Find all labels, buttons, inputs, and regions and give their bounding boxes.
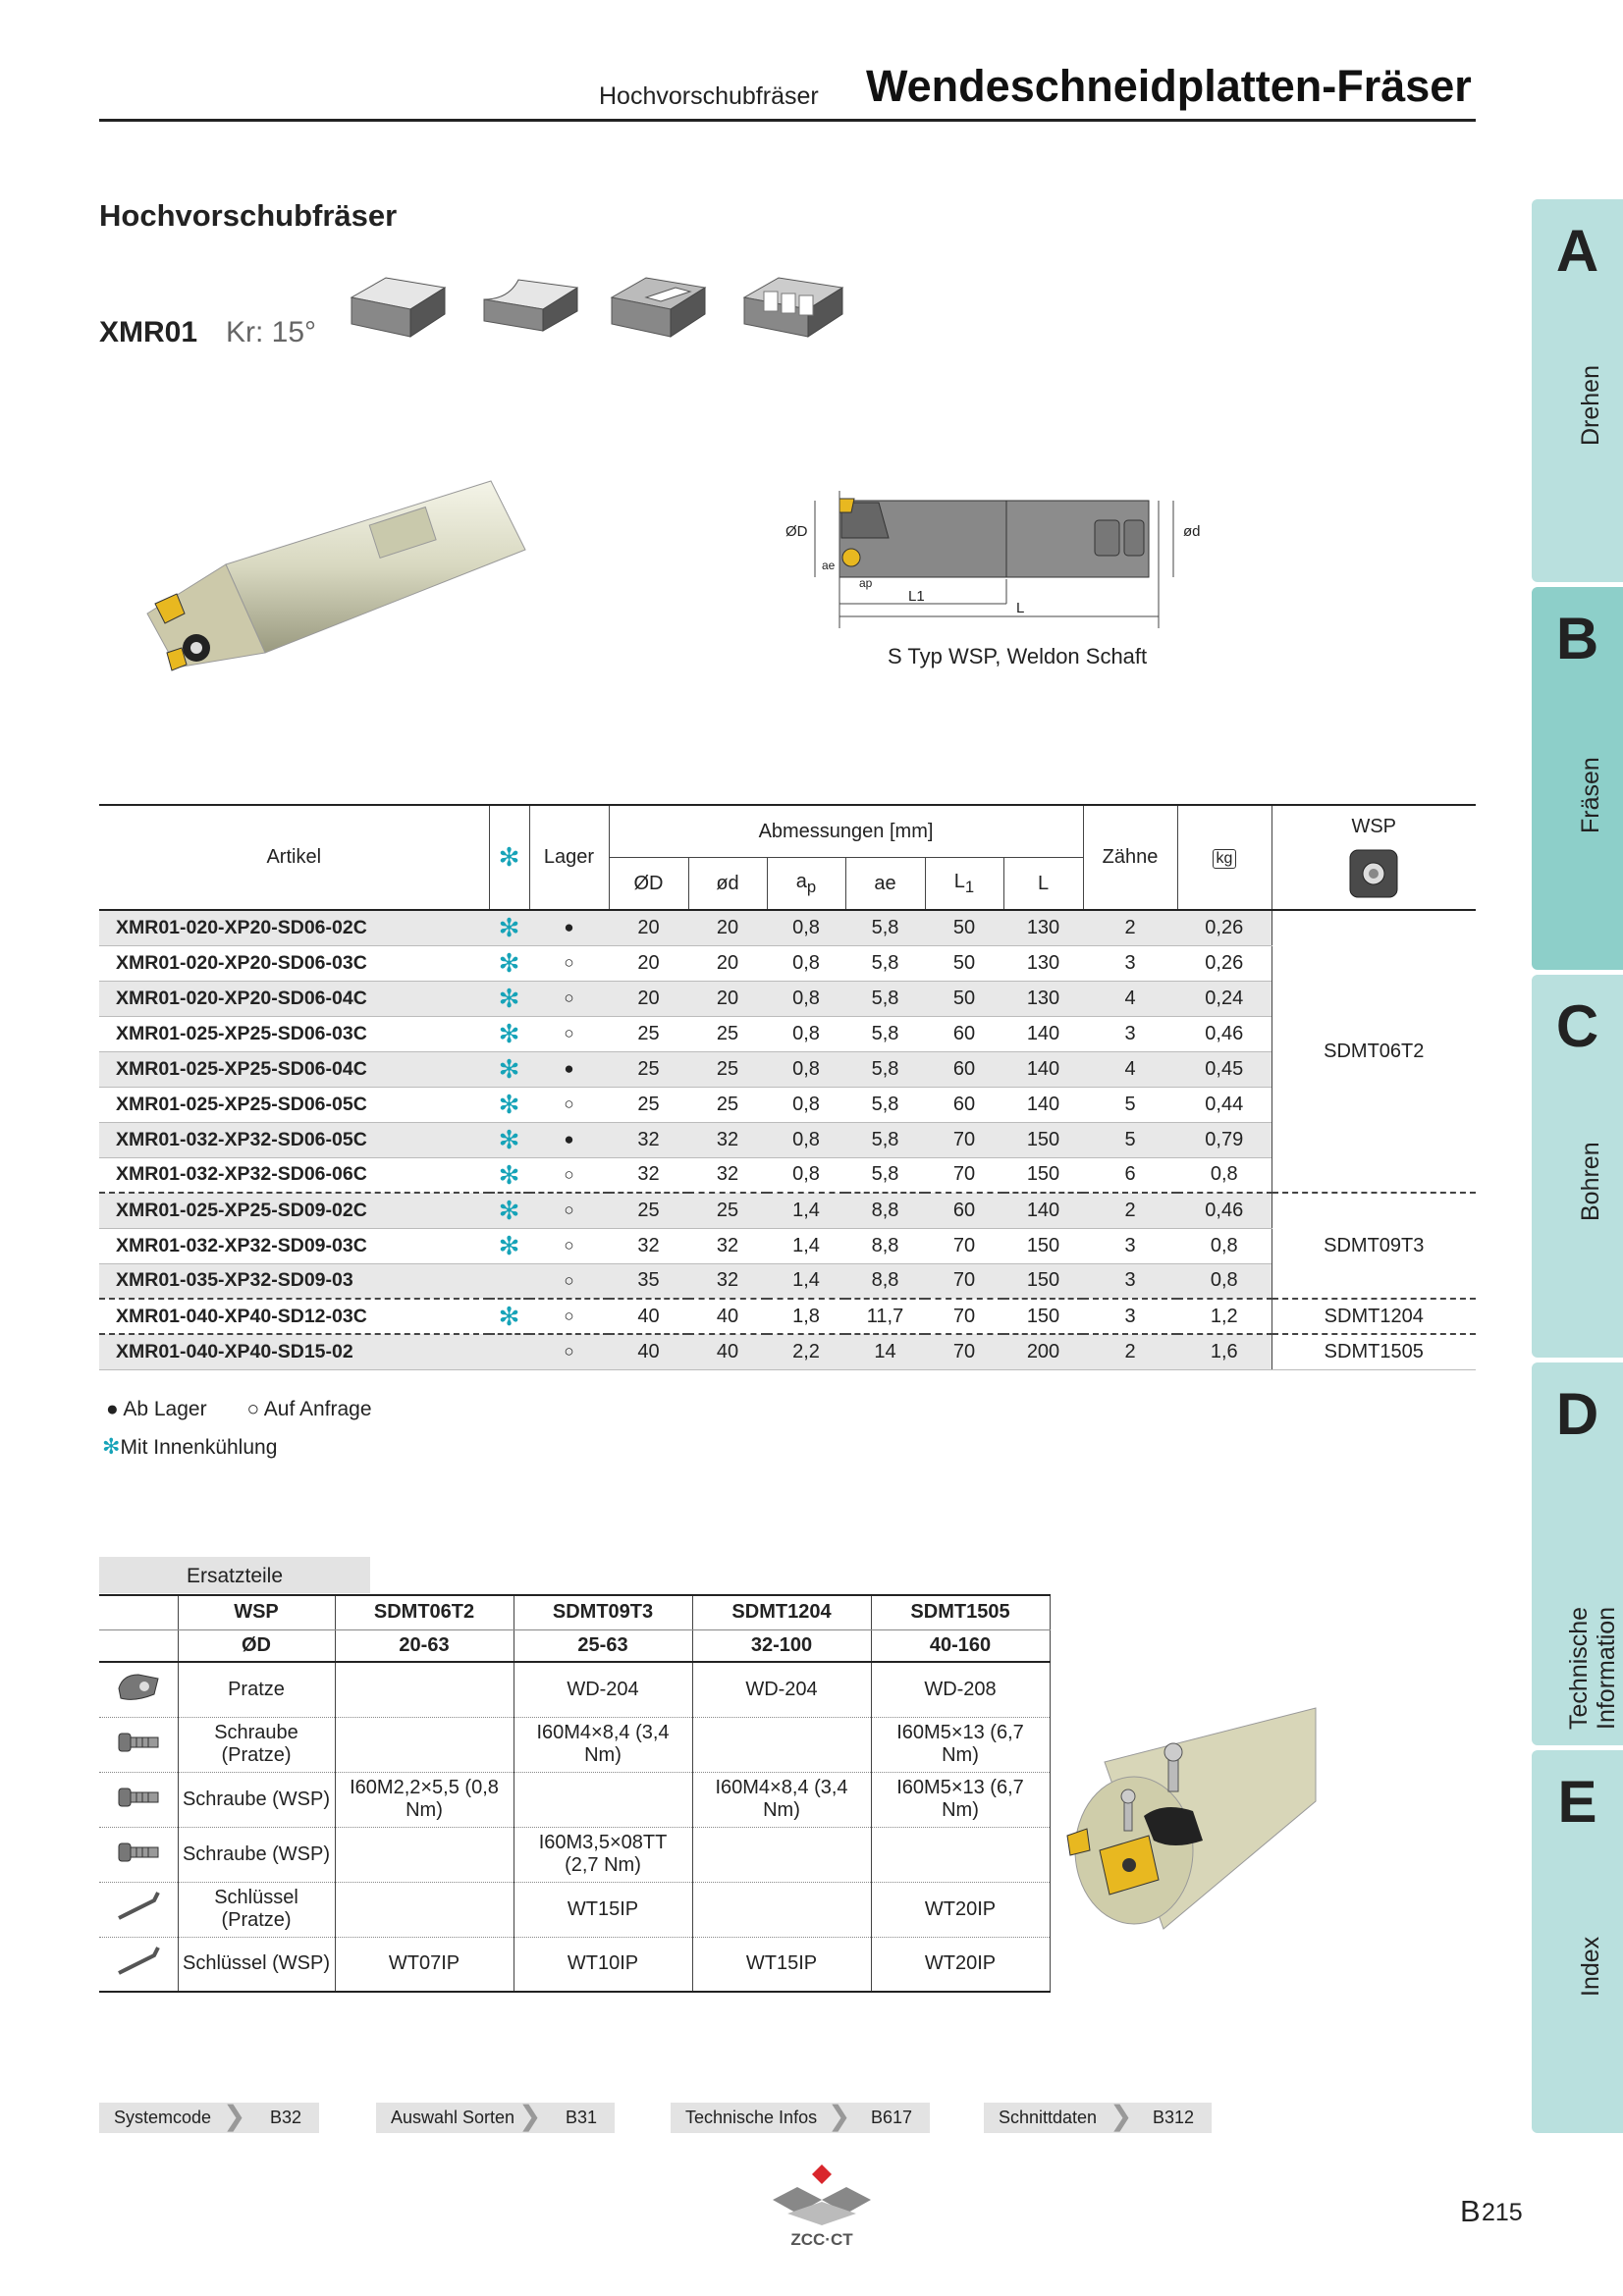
table-row (99, 981, 1476, 1016)
ae-cell: 5,8 (845, 945, 925, 981)
page-title: Wendeschneidplatten-Fräser (866, 61, 1472, 111)
spare-row (99, 1662, 1051, 1717)
spare-value (871, 1827, 1050, 1882)
L-cell: 140 (1003, 1193, 1083, 1228)
cooling-cell: ✻ (489, 1122, 529, 1157)
D-cell: 32 (609, 1122, 688, 1157)
cooling-cell: ✻ (489, 981, 529, 1016)
tab-letter: A (1555, 218, 1599, 284)
label-L: L (1016, 600, 1025, 616)
ae-cell: 5,8 (845, 1157, 925, 1193)
L-cell: 150 (1003, 1122, 1083, 1157)
legend-stock (106, 1398, 372, 1421)
d-cell: 25 (688, 1051, 767, 1087)
tab-letter: E (1557, 1769, 1597, 1835)
teeth-cell: 3 (1083, 1228, 1177, 1263)
nav-auswahl-sorten[interactable] (376, 2103, 615, 2133)
spare-header-blank (99, 1595, 178, 1629)
article-cell: XMR01-032-XP32-SD09-03C (99, 1228, 489, 1263)
spare-d-col: 40-160 (871, 1629, 1050, 1662)
L-cell: 150 (1003, 1299, 1083, 1334)
D-cell: 25 (609, 1051, 688, 1087)
spare-value: I60M4×8,4 (3,4 Nm) (514, 1717, 692, 1772)
wsp-cell: SDMT09T3 (1271, 1193, 1476, 1299)
article-cell: XMR01-020-XP20-SD06-04C (99, 981, 489, 1016)
stock-cell: ○ (529, 1016, 609, 1051)
spare-row (99, 1882, 1051, 1937)
spare-wsp-col: SDMT1505 (871, 1595, 1050, 1629)
spare-value: I60M5×13 (6,7 Nm) (871, 1717, 1050, 1772)
table-row (99, 1193, 1476, 1228)
model-name: XMR01 (99, 316, 198, 348)
table-row (99, 1263, 1476, 1299)
ae-cell: 11,7 (845, 1299, 925, 1334)
teeth-cell: 2 (1083, 910, 1177, 945)
zccct-logo (768, 2163, 876, 2251)
cooling-cell: ✻ (489, 1016, 529, 1051)
cooling-cell: ✻ (489, 1299, 529, 1334)
wsp-cell: SDMT1505 (1271, 1334, 1476, 1369)
tab-letter: B (1555, 606, 1599, 671)
wsp-cell: SDMT1204 (1271, 1299, 1476, 1334)
d-cell: 40 (688, 1299, 767, 1334)
D-cell: 20 (609, 981, 688, 1016)
spare-value: WT15IP (692, 1937, 871, 1992)
d-cell: 32 (688, 1122, 767, 1157)
tab-technische-information[interactable] (1532, 1362, 1623, 1745)
material-slots-icon (739, 270, 849, 344)
cooling-cell: ✻ (489, 1157, 529, 1193)
legend-on-request: ○ Auf Anfrage (246, 1398, 372, 1420)
L1-cell: 70 (925, 1334, 1003, 1369)
ae-cell: 5,8 (845, 981, 925, 1016)
ae-cell: 5,8 (845, 1122, 925, 1157)
spare-row (99, 1827, 1051, 1882)
stock-cell: ○ (529, 1299, 609, 1334)
cooling-cell (489, 1334, 529, 1369)
d-cell: 32 (688, 1228, 767, 1263)
spare-label: Schlüssel (WSP) (178, 1937, 335, 1992)
col-weight (1177, 805, 1271, 910)
cooling-icon: ✻ (489, 805, 529, 910)
kg-cell: 0,8 (1177, 1263, 1271, 1299)
L-cell: 150 (1003, 1157, 1083, 1193)
chevron-right-icon: ❯ (828, 2101, 851, 2131)
legend-in-stock: ● Ab Lager (106, 1398, 207, 1420)
tab-label: Technische Information (1565, 1606, 1620, 1730)
stock-cell: ○ (529, 981, 609, 1016)
kg-cell: 0,79 (1177, 1122, 1271, 1157)
d-cell: 20 (688, 945, 767, 981)
tab-bohren[interactable] (1532, 975, 1623, 1358)
d-cell: 25 (688, 1016, 767, 1051)
ae-cell: 5,8 (845, 1087, 925, 1122)
table-row (99, 945, 1476, 981)
stock-cell: ○ (529, 1087, 609, 1122)
spare-value (335, 1662, 514, 1717)
header-subtitle: Hochvorschubfräser (599, 82, 819, 110)
kg-cell: 0,24 (1177, 981, 1271, 1016)
stock-cell: ● (529, 910, 609, 945)
spare-value (692, 1882, 871, 1937)
clamp-icon (99, 1662, 178, 1717)
table-row (99, 1087, 1476, 1122)
table-row (99, 910, 1476, 945)
stock-cell: ○ (529, 1334, 609, 1369)
nav-label: Technische Infos (685, 2108, 818, 2127)
stock-cell: ○ (529, 1157, 609, 1193)
D-cell: 25 (609, 1087, 688, 1122)
L1-cell: 60 (925, 1016, 1003, 1051)
cooling-cell: ✻ (489, 1193, 529, 1228)
section-title: Hochvorschubfräser (99, 198, 398, 233)
screw-icon (99, 1717, 178, 1772)
key-icon (99, 1882, 178, 1937)
L1-cell: 50 (925, 945, 1003, 981)
teeth-cell: 4 (1083, 1051, 1177, 1087)
L1-cell: 70 (925, 1122, 1003, 1157)
nav-technische-infos[interactable] (671, 2103, 930, 2133)
material-pocket-icon (607, 270, 710, 344)
d-cell: 32 (688, 1263, 767, 1299)
stock-cell: ○ (529, 945, 609, 981)
spare-value: WT07IP (335, 1937, 514, 1992)
nav-ref: B617 (870, 2108, 912, 2127)
spare-value: I60M4×8,4 (3,4 Nm) (692, 1772, 871, 1827)
spare-parts-table (99, 1594, 1051, 1993)
spare-wsp-col: SDMT09T3 (514, 1595, 692, 1629)
table-row (99, 1228, 1476, 1263)
nav-systemcode[interactable] (99, 2103, 319, 2133)
spare-value: I60M5×13 (6,7 Nm) (871, 1772, 1050, 1827)
ae-cell: 14 (845, 1334, 925, 1369)
logo-text: ZCC·CT (790, 2230, 853, 2249)
ap-cell: 2,2 (767, 1334, 845, 1369)
table-row (99, 1157, 1476, 1193)
ap-cell: 0,8 (767, 910, 845, 945)
D-cell: 32 (609, 1157, 688, 1193)
D-cell: 32 (609, 1228, 688, 1263)
ap-cell: 1,4 (767, 1228, 845, 1263)
teeth-cell: 6 (1083, 1157, 1177, 1193)
nav-ref: B31 (565, 2108, 597, 2127)
spare-wsp-col: SDMT1204 (692, 1595, 871, 1629)
cooling-cell: ✻ (489, 1087, 529, 1122)
spare-value: I60M3,5×08TT (2,7 Nm) (514, 1827, 692, 1882)
ap-cell: 1,4 (767, 1193, 845, 1228)
article-cell: XMR01-032-XP32-SD06-06C (99, 1157, 489, 1193)
spare-parts-title: Ersatzteile (99, 1557, 370, 1593)
tab-letter: D (1555, 1381, 1599, 1447)
wsp-cell: SDMT06T2 (1271, 910, 1476, 1193)
diagram-caption: S Typ WSP, Weldon Schaft (888, 644, 1148, 668)
kg-cell: 1,6 (1177, 1334, 1271, 1369)
cooling-cell (489, 1263, 529, 1299)
spare-value (335, 1717, 514, 1772)
cooling-cell: ✻ (489, 910, 529, 945)
col-stock: Lager (529, 805, 609, 910)
kg-cell: 0,26 (1177, 910, 1271, 945)
chevron-right-icon: ❯ (1109, 2101, 1133, 2131)
tab-index[interactable] (1532, 1750, 1623, 2133)
chevron-right-icon: ❯ (223, 2101, 246, 2131)
product-table (99, 804, 1476, 1370)
stock-cell: ○ (529, 1228, 609, 1263)
article-cell: XMR01-025-XP25-SD09-02C (99, 1193, 489, 1228)
spare-d-col: 25-63 (514, 1629, 692, 1662)
teeth-cell: 3 (1083, 945, 1177, 981)
spare-label: Schraube (WSP) (178, 1772, 335, 1827)
kg-cell: 0,8 (1177, 1228, 1271, 1263)
article-cell: XMR01-025-XP25-SD06-03C (99, 1016, 489, 1051)
teeth-cell: 3 (1083, 1299, 1177, 1334)
ap-cell: 0,8 (767, 1122, 845, 1157)
article-cell: XMR01-032-XP32-SD06-05C (99, 1122, 489, 1157)
spare-value: WT20IP (871, 1882, 1050, 1937)
article-cell: XMR01-040-XP40-SD12-03C (99, 1299, 489, 1334)
nav-schnittdaten[interactable] (984, 2103, 1212, 2133)
ae-cell: 5,8 (845, 1051, 925, 1087)
col-wsp (1271, 805, 1476, 910)
D-cell: 25 (609, 1193, 688, 1228)
L1-cell: 70 (925, 1299, 1003, 1334)
stock-cell: ○ (529, 1263, 609, 1299)
material-profile-icon (479, 270, 582, 344)
table-row (99, 1122, 1476, 1157)
spare-value: I60M2,2×5,5 (0,8 Nm) (335, 1772, 514, 1827)
header-rule (99, 119, 1476, 122)
insert-icon (1344, 844, 1403, 903)
d-cell: 25 (688, 1193, 767, 1228)
spare-label: Schraube (Pratze) (178, 1717, 335, 1772)
col-D: ØD (609, 858, 688, 911)
L1-cell: 50 (925, 981, 1003, 1016)
tab-fraesen[interactable] (1532, 587, 1623, 970)
spare-label: Schlüssel (Pratze) (178, 1882, 335, 1937)
col-teeth: Zähne (1083, 805, 1177, 910)
col-dimensions: Abmessungen [mm] (609, 805, 1083, 858)
tab-label: Bohren (1577, 1142, 1604, 1221)
L1-cell: 50 (925, 910, 1003, 945)
D-cell: 35 (609, 1263, 688, 1299)
ap-cell: 1,4 (767, 1263, 845, 1299)
kg-cell: 0,8 (1177, 1157, 1271, 1193)
ae-cell: 5,8 (845, 1016, 925, 1051)
spare-d-col: 20-63 (335, 1629, 514, 1662)
L-cell: 130 (1003, 945, 1083, 981)
nav-ref: B312 (1152, 2108, 1194, 2127)
spare-value: WD-208 (871, 1662, 1050, 1717)
label-d: ød (1183, 523, 1201, 540)
L-cell: 200 (1003, 1334, 1083, 1369)
ap-cell: 0,8 (767, 1087, 845, 1122)
col-ae: ae (845, 858, 925, 911)
ae-cell: 8,8 (845, 1228, 925, 1263)
kg-cell: 1,2 (1177, 1299, 1271, 1334)
spare-label: Schraube (WSP) (178, 1827, 335, 1882)
L-cell: 140 (1003, 1087, 1083, 1122)
D-cell: 20 (609, 945, 688, 981)
L1-cell: 60 (925, 1193, 1003, 1228)
L-cell: 150 (1003, 1228, 1083, 1263)
spare-value: WT20IP (871, 1937, 1050, 1992)
table-row (99, 1299, 1476, 1334)
table-row (99, 1334, 1476, 1369)
L-cell: 140 (1003, 1051, 1083, 1087)
cooling-cell: ✻ (489, 945, 529, 981)
article-cell: XMR01-025-XP25-SD06-04C (99, 1051, 489, 1087)
ap-cell: 0,8 (767, 1016, 845, 1051)
col-L: L (1003, 858, 1083, 911)
teeth-cell: 5 (1083, 1087, 1177, 1122)
kg-cell: 0,26 (1177, 945, 1271, 981)
teeth-cell: 4 (1083, 981, 1177, 1016)
article-cell: XMR01-035-XP32-SD09-03 (99, 1263, 489, 1299)
ap-cell: 0,8 (767, 981, 845, 1016)
tool-photo (137, 456, 530, 682)
ap-cell: 1,8 (767, 1299, 845, 1334)
spare-value: WT15IP (514, 1882, 692, 1937)
col-L1: $L_1$ (925, 858, 1003, 911)
L-cell: 140 (1003, 1016, 1083, 1051)
nav-label: Schnittdaten (999, 2108, 1098, 2127)
cooling-cell: ✻ (489, 1228, 529, 1263)
L-cell: 150 (1003, 1263, 1083, 1299)
nav-label: Systemcode (114, 2108, 212, 2127)
spare-value (514, 1772, 692, 1827)
kg-cell: 0,44 (1177, 1087, 1271, 1122)
tab-drehen[interactable] (1532, 199, 1623, 582)
spare-wsp-col: SDMT06T2 (335, 1595, 514, 1629)
tab-label: Index (1577, 1936, 1604, 1997)
table-row (99, 1016, 1476, 1051)
teeth-cell: 3 (1083, 1263, 1177, 1299)
spare-row (99, 1937, 1051, 1992)
label-L1: L1 (908, 588, 925, 605)
d-cell: 20 (688, 981, 767, 1016)
teeth-cell: 3 (1083, 1016, 1177, 1051)
spare-value (335, 1882, 514, 1937)
L1-cell: 60 (925, 1087, 1003, 1122)
ap-cell: 0,8 (767, 1051, 845, 1087)
stock-cell: ○ (529, 1193, 609, 1228)
ap-cell: 0,8 (767, 1157, 845, 1193)
chevron-right-icon: ❯ (518, 2101, 542, 2131)
d-cell: 40 (688, 1334, 767, 1369)
D-cell: 40 (609, 1299, 688, 1334)
kg-cell: 0,45 (1177, 1051, 1271, 1087)
spare-header-blank (99, 1629, 178, 1662)
L1-cell: 70 (925, 1263, 1003, 1299)
tab-label: Fräsen (1577, 757, 1604, 833)
ae-cell: 8,8 (845, 1263, 925, 1299)
spare-value: WD-204 (692, 1662, 871, 1717)
col-article: Artikel (99, 805, 489, 910)
ae-cell: 8,8 (845, 1193, 925, 1228)
page-letter: B (1460, 2194, 1481, 2228)
col-d: ød (688, 858, 767, 911)
spare-d-label: ØD (178, 1629, 335, 1662)
legend-cooling (102, 1436, 277, 1460)
spare-value: WD-204 (514, 1662, 692, 1717)
ae-cell: 5,8 (845, 910, 925, 945)
spare-parts-photo (1065, 1703, 1321, 1939)
wsp-label: WSP (1351, 816, 1397, 837)
L1-cell: 70 (925, 1157, 1003, 1193)
spare-value (692, 1717, 871, 1772)
spare-value (335, 1827, 514, 1882)
stock-cell: ● (529, 1122, 609, 1157)
weight-icon: kg (1213, 849, 1237, 869)
kg-cell: 0,46 (1177, 1193, 1271, 1228)
tab-letter: C (1555, 993, 1599, 1059)
tool-dimension-drawing (781, 481, 1252, 643)
d-cell: 25 (688, 1087, 767, 1122)
label-ap: ap (859, 576, 873, 590)
teeth-cell: 5 (1083, 1122, 1177, 1157)
nav-label: Auswahl Sorten (391, 2108, 515, 2127)
d-cell: 20 (688, 910, 767, 945)
spare-row (99, 1717, 1051, 1772)
label-ae: ae (822, 559, 836, 572)
teeth-cell: 2 (1083, 1193, 1177, 1228)
spare-label: Pratze (178, 1662, 335, 1717)
ap-cell: 0,8 (767, 945, 845, 981)
article-cell: XMR01-040-XP40-SD15-02 (99, 1334, 489, 1369)
article-cell: XMR01-025-XP25-SD06-05C (99, 1087, 489, 1122)
nav-ref: B32 (269, 2108, 301, 2127)
spare-value: WT10IP (514, 1937, 692, 1992)
kg-cell: 0,46 (1177, 1016, 1271, 1051)
cooling-cell: ✻ (489, 1051, 529, 1087)
teeth-cell: 2 (1083, 1334, 1177, 1369)
key-icon (99, 1937, 178, 1992)
model-kr: Kr: 15° (226, 316, 317, 348)
spare-value (692, 1827, 871, 1882)
screw-icon (99, 1827, 178, 1882)
page-number: 215 (1482, 2199, 1523, 2226)
col-ap: $a_p$ (767, 858, 845, 911)
cooling-icon: ✻ (102, 1434, 121, 1459)
screw-icon (99, 1772, 178, 1827)
L-cell: 130 (1003, 981, 1083, 1016)
spare-wsp-label: WSP (178, 1595, 335, 1629)
L-cell: 130 (1003, 910, 1083, 945)
spare-row (99, 1772, 1051, 1827)
D-cell: 20 (609, 910, 688, 945)
L1-cell: 60 (925, 1051, 1003, 1087)
article-cell: XMR01-020-XP20-SD06-03C (99, 945, 489, 981)
table-row (99, 1051, 1476, 1087)
D-cell: 25 (609, 1016, 688, 1051)
label-D: ØD (785, 523, 808, 540)
stock-cell: ● (529, 1051, 609, 1087)
tab-label: Drehen (1577, 365, 1604, 446)
material-steel-icon (347, 270, 450, 344)
spare-d-col: 32-100 (692, 1629, 871, 1662)
article-cell: XMR01-020-XP20-SD06-02C (99, 910, 489, 945)
L1-cell: 70 (925, 1228, 1003, 1263)
D-cell: 40 (609, 1334, 688, 1369)
legend-cooling-text: Mit Innenkühlung (120, 1436, 278, 1459)
d-cell: 32 (688, 1157, 767, 1193)
